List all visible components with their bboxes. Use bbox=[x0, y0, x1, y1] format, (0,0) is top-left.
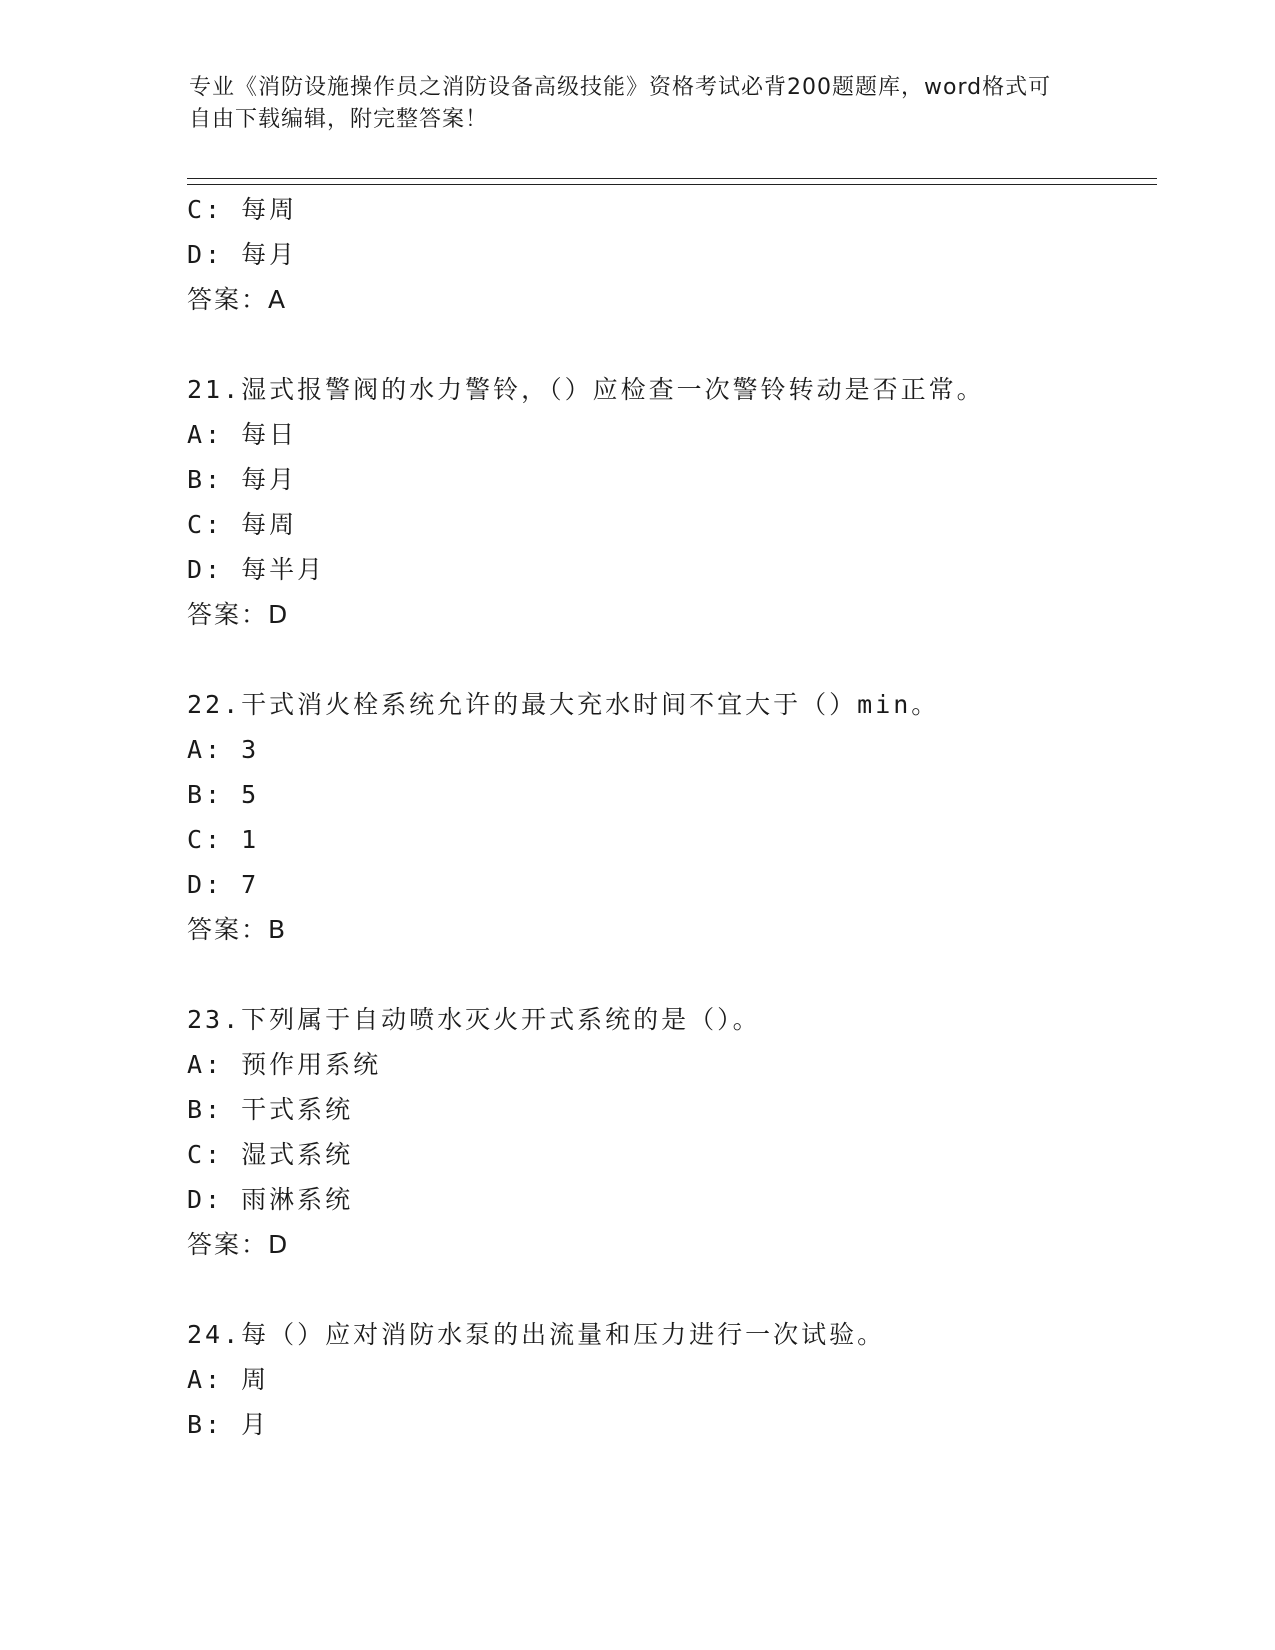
option-b: B: 每月 bbox=[187, 465, 298, 494]
option-a: A: 周 bbox=[187, 1365, 270, 1394]
question-24: 24.每（）应对消防水泵的出流量和压力进行一次试验。 bbox=[187, 1320, 886, 1349]
answer: 答案：A bbox=[187, 285, 288, 314]
answer: 答案：B bbox=[187, 915, 288, 944]
option-a: A: 预作用系统 bbox=[187, 1050, 382, 1079]
option-b: B: 月 bbox=[187, 1410, 270, 1439]
option-c: C: 1 bbox=[187, 825, 260, 854]
question-21: 21.湿式报警阀的水力警铃，（）应检查一次警铃转动是否正常。 bbox=[187, 375, 985, 404]
option-b: B: 5 bbox=[187, 780, 260, 809]
option-a: A: 3 bbox=[187, 735, 260, 764]
header-divider bbox=[187, 178, 1157, 185]
option-d: D: 每月 bbox=[187, 240, 298, 269]
option-a: A: 每日 bbox=[187, 420, 298, 449]
answer: 答案：D bbox=[187, 1230, 290, 1259]
option-b: B: 干式系统 bbox=[187, 1095, 354, 1124]
option-d: D: 雨淋系统 bbox=[187, 1185, 354, 1214]
question-23: 23.下列属于自动喷水灭火开式系统的是（）。 bbox=[187, 1005, 761, 1034]
page-header: 专业《消防设施操作员之消防设备高级技能》资格考试必背200题题库，word格式可自由下载编辑，附完整答案！ bbox=[189, 75, 1052, 132]
option-c: C: 每周 bbox=[187, 195, 298, 224]
option-c: C: 每周 bbox=[187, 510, 298, 539]
option-d: D: 每半月 bbox=[187, 555, 326, 584]
option-c: C: 湿式系统 bbox=[187, 1140, 354, 1169]
question-22: 22.干式消火栓系统允许的最大充水时间不宜大于（）min。 bbox=[187, 690, 940, 719]
option-d: D: 7 bbox=[187, 870, 260, 899]
answer: 答案：D bbox=[187, 600, 290, 629]
